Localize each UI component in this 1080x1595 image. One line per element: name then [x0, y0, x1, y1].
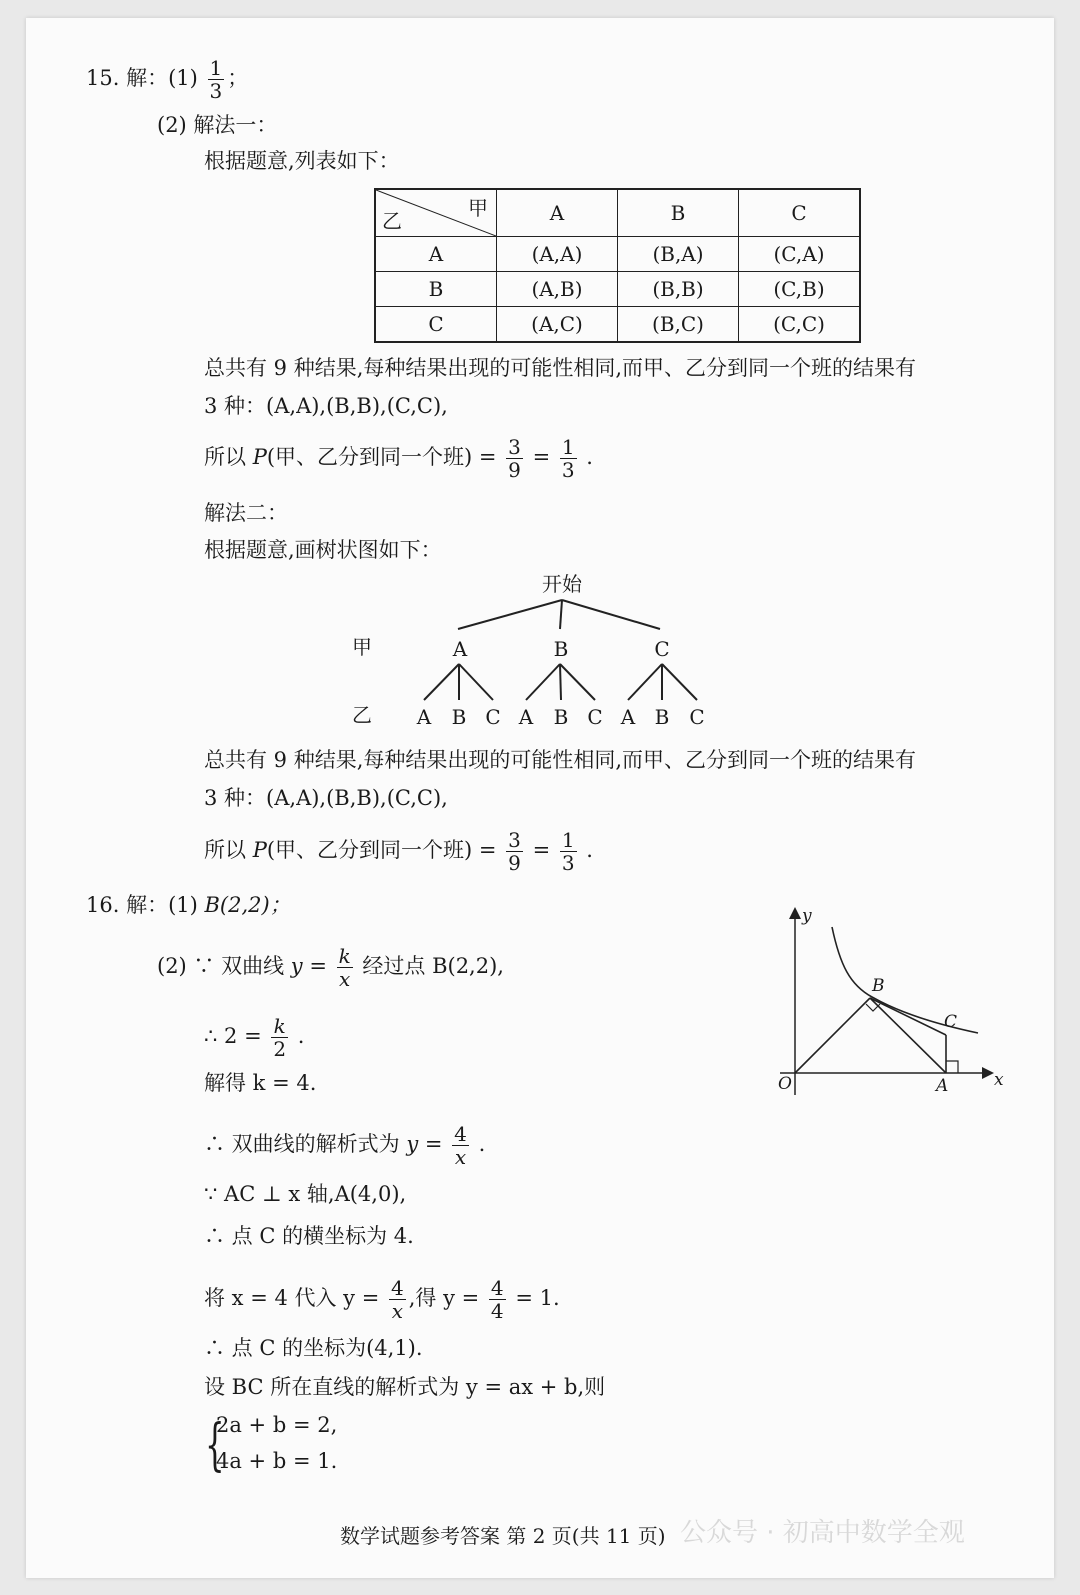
perp-line: ∵ AC ⊥ x 轴,A(4,0),	[204, 1182, 407, 1206]
table-cell: (B,C)	[618, 307, 739, 343]
right-angle-A	[946, 1061, 958, 1073]
q16-part1: 16. 解：(1) B(2,2)；	[86, 893, 291, 917]
table-cell: (C,B)	[739, 272, 861, 307]
bc-line: 设 BC 所在直线的解析式为 y = ax + b,则	[204, 1375, 606, 1399]
tree-diagram	[340, 565, 730, 735]
table-row	[375, 307, 860, 343]
table-cell: (C,A)	[739, 237, 861, 272]
tree-leaf: C	[587, 705, 603, 729]
tree-branch	[562, 600, 660, 629]
tree-node: B	[553, 637, 569, 661]
method2-label: 解法二：	[204, 501, 288, 525]
label-C: C	[944, 1012, 958, 1032]
table-corner	[375, 189, 497, 237]
tree-branch	[458, 600, 562, 629]
table-row	[375, 237, 860, 272]
label-y: y	[802, 906, 812, 926]
result-line: 总共有 9 种结果,每种结果出现的可能性相同,而甲、乙分到同一个班的结果有	[204, 748, 917, 772]
system-eq1: 2a + b = 2,	[216, 1413, 338, 1437]
tree-node: A	[452, 637, 468, 661]
probability-line: 所以 P(甲、乙分到同一个班) = $\frac{3}{9}$ = $\frac{1}{3}$ .	[204, 435, 593, 482]
segment-OB	[795, 998, 870, 1073]
table-cell: (B,B)	[618, 272, 739, 307]
label-A: A	[936, 1076, 949, 1096]
coord-line: ∴ 点 C 的坐标为(4,1).	[204, 1336, 423, 1360]
table-cell: (A,A)	[497, 237, 618, 272]
table-row	[375, 272, 860, 307]
col-header: B	[618, 189, 739, 237]
col-header: C	[739, 189, 861, 237]
abscissa-line: ∴ 点 C 的横坐标为 4.	[204, 1224, 414, 1248]
tree-leaf: A	[620, 705, 636, 729]
solve-k: 解得 k = 4.	[204, 1071, 317, 1095]
tree-node: C	[654, 637, 670, 661]
tree-leaf: A	[518, 705, 534, 729]
probability-line: 所以 P(甲、乙分到同一个班) = $\frac{3}{9}$ = $\frac{1}{3}$ .	[204, 828, 593, 875]
level-label-yi: 乙	[352, 703, 372, 727]
result-line: 3 种：(A,A),(B,B),(C,C),	[204, 786, 448, 810]
table-cell: (A,C)	[497, 307, 618, 343]
system-eq2: 4a + b = 1.	[216, 1449, 338, 1473]
row-header: A	[375, 237, 497, 272]
tree-leaf: B	[451, 705, 467, 729]
q15-label: 15. 解：(1)	[86, 66, 205, 90]
label-B: B	[872, 976, 885, 996]
tree-intro: 根据题意,画树状图如下：	[204, 538, 442, 562]
hyperbola-premise: (2) ∵ 双曲线 y = $\frac{k}{x}$ 经过点 B(2,2),	[157, 944, 504, 991]
tree-leaf: B	[553, 705, 569, 729]
equation-k: ∴ 2 = $\frac{k}{2}$ .	[204, 1014, 305, 1061]
fraction: $\frac{1}{3}$	[209, 56, 223, 103]
tree-leaves	[416, 705, 705, 729]
label-x: x	[994, 1070, 1004, 1090]
page-footer: 数学试题参考答案 第 2 页(共 11 页)	[340, 1524, 666, 1548]
tree-root: 开始	[542, 572, 582, 596]
tree-leaf: C	[485, 705, 501, 729]
result-line: 3 种：(A,A),(B,B),(C,C),	[204, 394, 448, 418]
tree-branch	[560, 600, 562, 629]
segment-BA	[870, 998, 946, 1073]
corner-yi: 乙	[382, 209, 402, 233]
tree-leaf: C	[689, 705, 705, 729]
table-cell: (B,A)	[618, 237, 739, 272]
tree-leaf: A	[416, 705, 432, 729]
list-intro: 根据题意,列表如下：	[204, 149, 400, 173]
outcome-table	[374, 188, 861, 343]
q15-part2-label: (2) 解法一：	[157, 113, 278, 137]
hyperbola-graph	[770, 905, 1020, 1115]
analytic-expression: ∴ 双曲线的解析式为 y = $\frac{4}{x}$ .	[204, 1122, 486, 1169]
col-header: A	[497, 189, 618, 237]
row-header: B	[375, 272, 497, 307]
watermark: 公众号 · 初高中数学全观	[680, 1518, 965, 1548]
label-O: O	[778, 1074, 792, 1094]
tree-branches-level2	[424, 664, 697, 700]
corner-jia: 甲	[468, 196, 488, 220]
q15-part1: 15. 解：(1) $\frac{1}{3}$ ；	[86, 56, 249, 103]
segment-BC	[870, 998, 946, 1035]
result-line: 总共有 9 种结果,每种结果出现的可能性相同,而甲、乙分到同一个班的结果有	[204, 356, 917, 380]
tree-leaf: B	[654, 705, 670, 729]
system-brace: {	[205, 1413, 225, 1478]
level-label-jia: 甲	[352, 635, 372, 659]
row-header: C	[375, 307, 497, 343]
table-cell: (C,C)	[739, 307, 861, 343]
substitution-line: 将 x = 4 代入 y = $\frac{4}{x}$ ,得 y = $\frac{4}{4}$ = 1.	[204, 1276, 560, 1323]
table-cell: (A,B)	[497, 272, 618, 307]
